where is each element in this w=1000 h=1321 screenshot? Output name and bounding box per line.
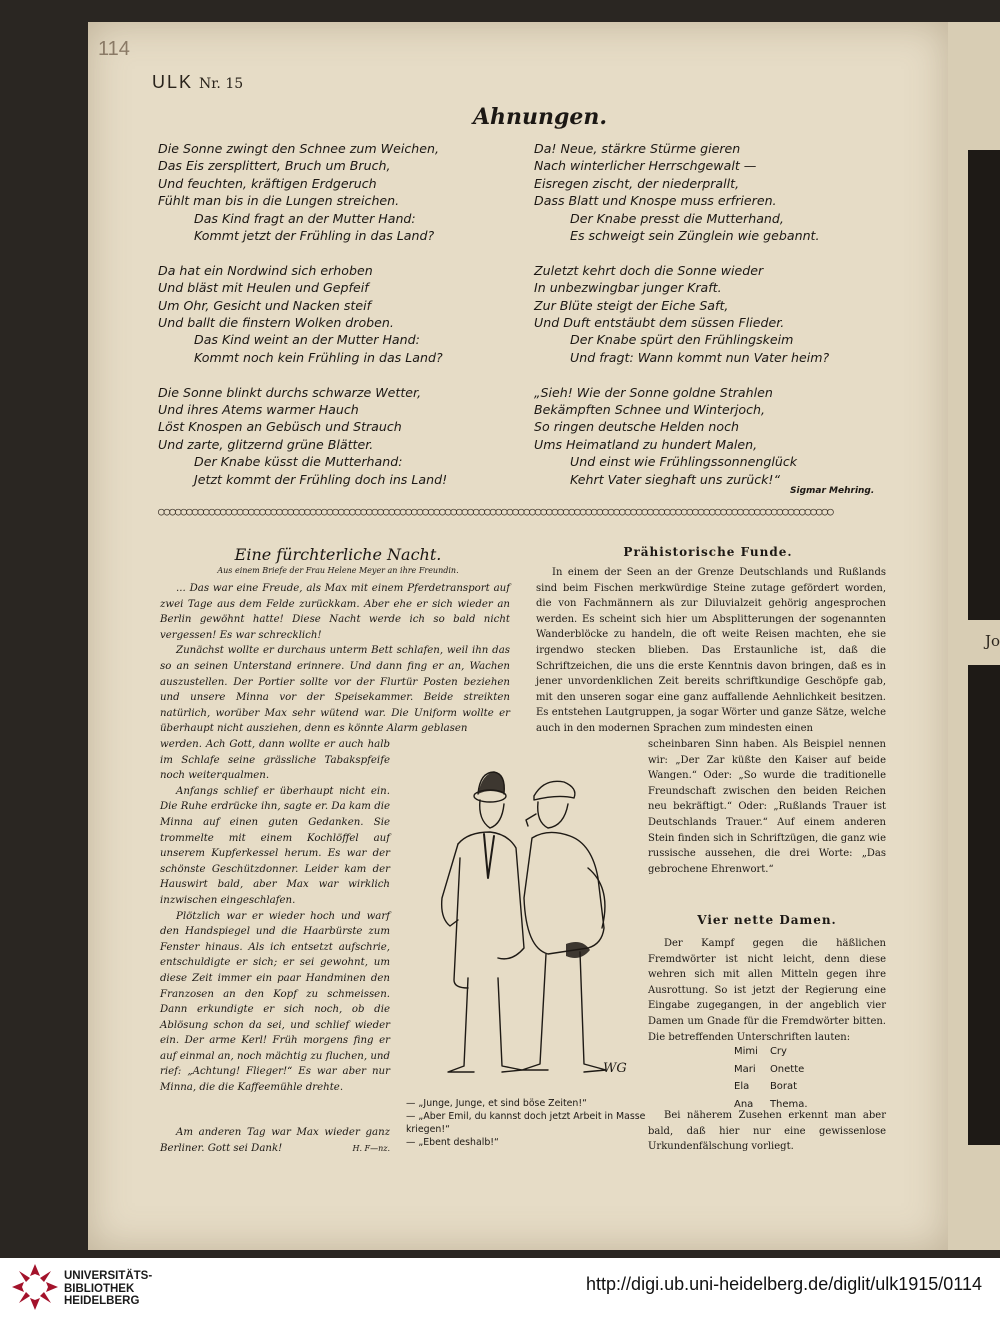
article-right2-title: Vier nette Damen. (697, 913, 837, 927)
poem-line: Und fragt: Wann kommt nun Vater heim? (570, 349, 830, 365)
institution-line: BIBLIOTHEK (64, 1282, 135, 1295)
poem-line: Da hat ein Nordwind sich erhoben (158, 262, 373, 278)
poem-line: Zur Blüte steigt der Eiche Saft, (534, 297, 729, 313)
article-right1-title: Prähistorische Funde. (623, 545, 793, 559)
poem-line: Und bläst mit Heulen und Gepfeif (158, 280, 369, 296)
source-url-link[interactable]: http://digi.ub.uni-heidelberg.de/diglit/ulk1915/0114 (586, 1274, 982, 1294)
pipe (526, 814, 536, 826)
paragraph: werden. Ach Gott, dann wollte er auch halb im Schlafe seine grässliche Tabakspfeife noch weiterqualmen. (160, 739, 390, 782)
institution-name (64, 1270, 152, 1308)
left-man-back (454, 858, 468, 988)
poem-line: Eisregen zischt, der niederprallt, (534, 175, 740, 191)
issue-number: Nr. 15 (199, 76, 244, 92)
poem-stanza (534, 140, 890, 244)
poem-line: In unbezwingbar junger Kraft. (534, 280, 722, 296)
facing-page-text: Jo (985, 632, 1000, 650)
signature-row (734, 1044, 818, 1060)
signature-part: Thema. (769, 1098, 808, 1110)
signature-part: Cry (769, 1046, 787, 1057)
institution-line: HEIDELBERG (64, 1295, 140, 1307)
facing-page-image-top (968, 150, 1000, 620)
poem-line: Löst Knospen an Gebüsch und Strauch (158, 419, 402, 435)
poem-line: Und Duft entstäubt dem süssen Flieder. (534, 315, 785, 331)
facing-page-image-bottom (968, 665, 1000, 1145)
poem-line: Es schweigt sein Zünglein wie gebannt. (570, 228, 820, 244)
signature-row (734, 1079, 818, 1095)
signatures-table (732, 1042, 820, 1114)
poem-line: Die Sonne zwingt den Schnee zum Weichen, (158, 141, 439, 156)
paragraph: Zunächst wollte er durchaus unterm Bett schlafen, weil ihn das so an seinen Unterstand erinnere. Und dann fing er an, Wachen auszustellen. Der Portier sollte vor der Flurtür Posten beziehen und unsere Minna vor der Speisekammer. Beide streikten natürlich, worüber Max sehr wütend war. Die Uniform wollte er überhaupt nicht ausziehen, denn es könnte Alarm geblasen (160, 645, 510, 735)
poem-left-column (158, 140, 518, 505)
illustration-caption (406, 1097, 646, 1149)
poem-line: Das Kind weint an der Mutter Hand: (194, 332, 420, 348)
poem-line: Kommt noch kein Frühling in das Land? (194, 349, 443, 365)
masthead (152, 72, 243, 93)
poem-line: Das Eis zersplittert, Bruch um Bruch, (158, 158, 391, 174)
poem-stanza (534, 262, 890, 366)
poem-signature: Sigmar Mehring. (790, 486, 875, 496)
poem-stanza (158, 140, 518, 244)
poem-stanza (158, 262, 518, 366)
institution-line: UNIVERSITÄTS- (64, 1270, 153, 1282)
poem-line: Zuletzt kehrt doch die Sonne wieder (534, 262, 764, 278)
poem-line: Das Kind fragt an der Mutter Hand: (194, 210, 416, 226)
article-right1-body (536, 565, 886, 737)
page-folio: 114 (98, 38, 130, 60)
university-logo-icon[interactable] (10, 1262, 60, 1312)
paragraph: ... Das war eine Freude, als Max mit einem Pferdetransport auf zwei Tage aus dem Felde zurückkam. Aber ehe er sich wieder an Berlin gewöhnt hatte! Diese Nacht werde ich so bald nicht vergessen! Es war schrecklich! (160, 583, 510, 641)
cap (534, 781, 575, 800)
paragraph: Bei näherem Zusehen erkennt man aber bald, daß hier nur eine gewissenlose Urkundenfälschung vorliegt. (648, 1110, 886, 1153)
right-man-coat (524, 832, 604, 954)
illustration-two-men (398, 748, 636, 1088)
poem-line: So ringen deutsche Helden noch (534, 419, 740, 435)
poem-line: Und feuchten, kräftigen Erdgeruch (158, 175, 377, 191)
caption-line: — „Junge, Junge, et sind böse Zeiten!“ (406, 1098, 587, 1109)
article-left-intro (160, 581, 510, 737)
poem-line: Da! Neue, stärkre Stürme gieren (534, 141, 741, 156)
right-man-face (538, 802, 568, 828)
poem-line: Und ballt die finstern Wolken droben. (158, 315, 394, 331)
signature-part: Borat (769, 1081, 798, 1092)
signature-part: Ana (734, 1098, 754, 1110)
paragraph: Plötzlich war er wieder hoch und warf den Handspiegel und die Haarbürste zum Fenster hinaus. Als ich entsetzt aufschrie, entschuldigte er sich; er sei gewohnt, um diese Zeit immer ein paar Handminen den Franzosen an den Kopf zu schmeissen. Dann erkundigte er sich noch, ob die Ablösung schon da sei, und schlief wieder ein. Der arme Kerl! Früh morgens fing er auf einmal an, noch mächtig zu fluchen, und rief: „Achtung! Flieger!“ Es war aber nur Minna, die die Kaffeemühle drehte. (160, 910, 390, 1094)
article-right1-continuation (648, 737, 886, 877)
poem-line: Und ihres Atems warmer Hauch (158, 402, 359, 418)
poem-line: Jetzt kommt der Frühling doch ins Land! (194, 471, 448, 487)
left-man-face (480, 800, 504, 828)
poem-line: Der Knabe spürt den Frühlingskeim (570, 332, 794, 348)
article-left-subtitle: Aus einem Briefe der Frau Helene Meyer an ihre Freundin. (217, 566, 459, 575)
poem-line: Dass Blatt und Knospe muss erfrieren. (534, 193, 777, 209)
article-right2-conclusion (648, 1108, 886, 1155)
left-man-legs (448, 978, 522, 1072)
signature-part: Mari (734, 1063, 756, 1075)
signature-part: Ela (734, 1081, 750, 1092)
poem-line: Fühlt man bis in die Lungen streichen. (158, 193, 400, 209)
paragraph: In einem der Seen an der Grenze Deutschlands und Rußlands sind beim Fischen merkwürdige Steine zutage gefördert worden, die von Fachmännern als zur Diluvialzeit gehörig angesprochen werden. Es scheint sich hier um Absplitterungen der sogenannten Wanderblöcke zu handeln, die oft weite Reisen machten, ehe sie irgendwo stecken blieben. Das Erstaunliche ist, daß die Schriftzeichen, die uns die erste Kenntnis davon bringen, daß es in jener unvordenklichen Zeit bereits schriftkundige Geschöpfe gab, mit den unseren sogar eine ganz auffallende Aehnlichkeit besitzen. Es entstehen Lautgruppen, ja sogar Wörter und ganze Sätze, welche auch in den modernen Sprachen zum mindesten einen (536, 567, 886, 734)
left-man-tie (484, 834, 494, 878)
signature-part: Mimi (734, 1046, 758, 1057)
bowler-fill (478, 772, 504, 794)
closing-text: Am anderen Tag war Max wieder ganz Berliner. Gott sei Dank! (160, 1127, 390, 1154)
masthead-title: ULK (152, 72, 194, 92)
poem-line: Kommt jetzt der Frühling in das Land? (194, 228, 435, 244)
poem-right-column (534, 140, 890, 505)
right-man-legs (522, 952, 606, 1072)
article-left-end (160, 1125, 390, 1156)
poem-stanza (158, 384, 518, 488)
poem-line: Und einst wie Frühlingssonnenglück (570, 454, 798, 470)
caption-line: — „Ebent deshalb!“ (406, 1137, 499, 1148)
poem-line: Die Sonne blinkt durchs schwarze Wetter, (158, 384, 422, 400)
chain-divider: ○○○○○○○○○○○○○○○○○○○○○○○○○○○○○○○○○○○○○○○○○○○○○○○○○○○○○○○○○○○○○○○○○○○○○○○○○○○○○○○○○○○○○○○○○○○○○○○○○○○○○○○○○○○○○○○○○○○○○○○○ (158, 505, 833, 518)
paragraph (160, 1125, 390, 1156)
paragraph: Der Kampf gegen die häßlichen Fremdwörter ist nicht leicht, denn diese wehren sich mit allen Mitteln gegen ihre Ausrottung. So ist jetzt der Regierung eine Eingabe zugegangen, in der angeblich vier Damen um Gnade für die Fremdwörter bitten. Die betreffenden Unterschriften lauten: (648, 938, 886, 1043)
article-left-body (160, 737, 390, 1096)
poem-stanza (534, 384, 890, 488)
signature-row (734, 1062, 818, 1078)
poem-line: Bekämpften Schnee und Winterjoch, (534, 402, 766, 418)
poem-title: Ahnungen. (472, 104, 608, 130)
article-right2-body (648, 936, 886, 1045)
left-man-arm (442, 844, 458, 926)
poem-line: Und zarte, glitzernd grüne Blätter. (158, 436, 374, 452)
poem-line: „Sieh! Wie der Sonne goldne Strahlen (534, 384, 773, 400)
poem-line: Nach winterlicher Herrschgewalt — (534, 158, 757, 174)
poem-line: Der Knabe presst die Mutterhand, (570, 210, 784, 226)
paragraph: Anfangs schlief er überhaupt nicht ein. Die Ruhe erdrücke ihn, sagte er. Da kam die Minna auf einen guten Gedanken. Sie trommelte mit einem Kochlöffel auf unserem Kupferkessel herum. Es war der schönste Geschützdonner. Leider kam der Hauswirt bald, aber Max war wirklich inzwischen eingeschlafen. (160, 785, 390, 906)
article-left-title: Eine fürchterliche Nacht. (234, 545, 442, 564)
coat-patch (566, 942, 590, 958)
article-left-author: H. F—nz. (352, 1143, 390, 1153)
poem-line: Um Ohr, Gesicht und Nacken steif (158, 297, 372, 313)
signature-part: Onette (769, 1063, 805, 1075)
caption-line: — „Aber Emil, du kannst doch jetzt Arbeit in Masse kriegen!“ (406, 1111, 646, 1135)
poem-line: Ums Heimatland zu hundert Malen, (534, 436, 758, 452)
illustration-monogram: WG (603, 1061, 627, 1076)
poem-line: Kehrt Vater sieghaft uns zurück!“ (570, 471, 780, 487)
paragraph: scheinbaren Sinn haben. Als Beispiel nennen wir: „Der Zar küßte den Kaiser auf beide Wangen.“ Oder: „So wurde die traditionelle Freundschaft zwischen den beiden Reichen neu bekräftigt.“ Oder: „Rußlands Trauer ist Deutschlands Trauer.“ Auf einem anderen Stein finden sich in Schriftzügen, die ganz wie russische aussehen, die drei Worte: „Das gebrochene Ehrenwort.“ (648, 739, 886, 875)
poem-line: Der Knabe küsst die Mutterhand: (194, 454, 403, 470)
